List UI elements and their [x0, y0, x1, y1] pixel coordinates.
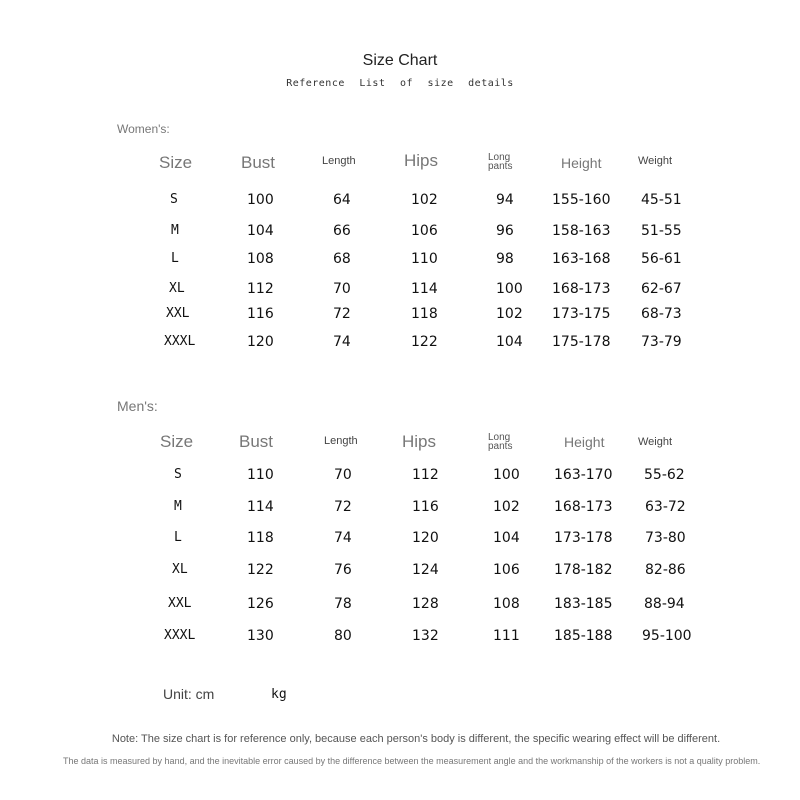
men-cell-size: XXXL	[164, 628, 196, 643]
women-cell-size: XXL	[166, 306, 190, 321]
women-cell-size: S	[170, 192, 178, 207]
men-cell-long-pants: 111	[493, 628, 520, 644]
women-cell-weight: 62-67	[641, 281, 682, 297]
women-header-length: Length	[322, 155, 356, 167]
men-cell-length: 70	[334, 467, 352, 483]
women-cell-long-pants: 96	[496, 223, 514, 239]
men-cell-height: 163-170	[554, 467, 613, 483]
men-cell-length: 72	[334, 499, 352, 515]
page-subtitle: Reference List of size details	[286, 78, 514, 89]
men-cell-hips: 132	[412, 628, 439, 644]
men-cell-size: XXL	[168, 596, 192, 611]
women-header-size: Size	[159, 153, 193, 172]
men-cell-long-pants: 108	[493, 596, 520, 612]
women-cell-size: M	[171, 223, 179, 238]
women-cell-weight: 73-79	[641, 334, 682, 350]
women-cell-hips: 118	[411, 306, 438, 322]
women-cell-hips: 110	[411, 251, 438, 267]
women-cell-bust: 108	[247, 251, 274, 267]
men-cell-hips: 120	[412, 530, 439, 546]
men-header-bust: Bust	[239, 432, 274, 451]
men-cell-long-pants: 106	[493, 562, 520, 578]
men-header-hips: Hips	[402, 432, 437, 451]
women-header-long-pants	[488, 153, 512, 171]
women-header-weight: Weight	[638, 155, 673, 167]
men-cell-height: 168-173	[554, 499, 613, 515]
men-cell-hips: 128	[412, 596, 439, 612]
men-cell-weight: 95-100	[642, 628, 692, 644]
women-cell-height: 163-168	[552, 251, 611, 267]
men-header-long-pants-line1: Long	[488, 432, 511, 443]
men-cell-long-pants: 102	[493, 499, 520, 515]
men-cell-long-pants: 104	[493, 530, 520, 546]
women-header-height: Height	[561, 155, 602, 171]
unit-kg: kg	[271, 687, 287, 702]
men-cell-length: 76	[334, 562, 352, 578]
women-cell-size: L	[171, 251, 179, 266]
men-cell-hips: 116	[412, 499, 439, 515]
note-measurement: The data is measured by hand, and the inevitable error caused by the difference between the measurement angle and the workmanship of the workers is not a quality problem.	[63, 756, 761, 766]
women-cell-length: 66	[333, 223, 351, 239]
men-cell-size: L	[174, 530, 182, 545]
women-cell-length: 72	[333, 306, 351, 322]
women-cell-hips: 114	[411, 281, 438, 297]
men-cell-length: 78	[334, 596, 352, 612]
women-cell-weight: 56-61	[641, 251, 682, 267]
women-cell-hips: 122	[411, 334, 438, 350]
men-header-weight: Weight	[638, 436, 673, 448]
men-cell-long-pants: 100	[493, 467, 520, 483]
men-cell-length: 74	[334, 530, 352, 546]
men-cell-hips: 124	[412, 562, 439, 578]
men-header-length: Length	[324, 435, 358, 447]
women-cell-height: 168-173	[552, 281, 611, 297]
men-cell-bust: 110	[247, 467, 274, 483]
page-title: Size Chart	[362, 52, 438, 69]
women-cell-height: 155-160	[552, 192, 611, 208]
women-header-hips: Hips	[404, 151, 439, 170]
women-cell-long-pants: 102	[496, 306, 523, 322]
men-header-long-pants-line2: pants	[488, 441, 513, 452]
women-cell-weight: 51-55	[641, 223, 682, 239]
men-cell-bust: 118	[247, 530, 274, 546]
men-cell-size: M	[174, 499, 182, 514]
women-cell-hips: 102	[411, 192, 438, 208]
men-cell-size: S	[174, 467, 182, 482]
women-cell-long-pants: 98	[496, 251, 514, 267]
women-cell-length: 68	[333, 251, 351, 267]
women-cell-height: 158-163	[552, 223, 611, 239]
men-cell-height: 185-188	[554, 628, 613, 644]
women-cell-size: XXXL	[164, 334, 196, 349]
women-header-bust: Bust	[241, 153, 276, 172]
women-cell-length: 70	[333, 281, 351, 297]
women-cell-bust: 100	[247, 192, 274, 208]
men-header-long-pants	[488, 433, 512, 451]
men-cell-size: XL	[172, 562, 188, 577]
women-cell-bust: 116	[247, 306, 274, 322]
men-cell-hips: 112	[412, 467, 439, 483]
women-cell-weight: 68-73	[641, 306, 682, 322]
women-cell-hips: 106	[411, 223, 438, 239]
women-cell-length: 74	[333, 334, 351, 350]
unit-text: Unit: cm	[163, 686, 215, 702]
women-cell-height: 173-175	[552, 306, 611, 322]
women-header-long-pants-line1: Long	[488, 152, 511, 163]
men-section-label: Men's:	[117, 398, 158, 414]
unit-label	[163, 686, 287, 702]
women-cell-long-pants: 100	[496, 281, 523, 297]
men-cell-weight: 55-62	[644, 467, 685, 483]
men-cell-bust: 114	[247, 499, 274, 515]
women-cell-length: 64	[333, 192, 351, 208]
men-cell-bust: 126	[247, 596, 274, 612]
men-cell-height: 183-185	[554, 596, 613, 612]
men-cell-weight: 63-72	[645, 499, 686, 515]
women-cell-weight: 45-51	[641, 192, 682, 208]
women-cell-height: 175-178	[552, 334, 611, 350]
women-cell-long-pants: 104	[496, 334, 523, 350]
women-cell-long-pants: 94	[496, 192, 514, 208]
men-cell-height: 173-178	[554, 530, 613, 546]
women-section-label: Women's:	[117, 122, 170, 136]
men-cell-bust: 122	[247, 562, 274, 578]
men-cell-weight: 88-94	[644, 596, 685, 612]
men-header-size: Size	[160, 432, 194, 451]
men-cell-length: 80	[334, 628, 352, 644]
women-cell-bust: 112	[247, 281, 274, 297]
men-cell-height: 178-182	[554, 562, 613, 578]
men-cell-weight: 82-86	[645, 562, 686, 578]
women-cell-bust: 120	[247, 334, 274, 350]
women-cell-bust: 104	[247, 223, 274, 239]
men-cell-weight: 73-80	[645, 530, 686, 546]
note-disclaimer: Note: The size chart is for reference only, because each person's body is different, the specific wearing effect will be different.	[111, 733, 721, 745]
men-cell-bust: 130	[247, 628, 274, 644]
men-header-height: Height	[564, 434, 605, 450]
women-header-long-pants-line2: pants	[488, 161, 513, 172]
women-cell-size: XL	[169, 281, 185, 296]
